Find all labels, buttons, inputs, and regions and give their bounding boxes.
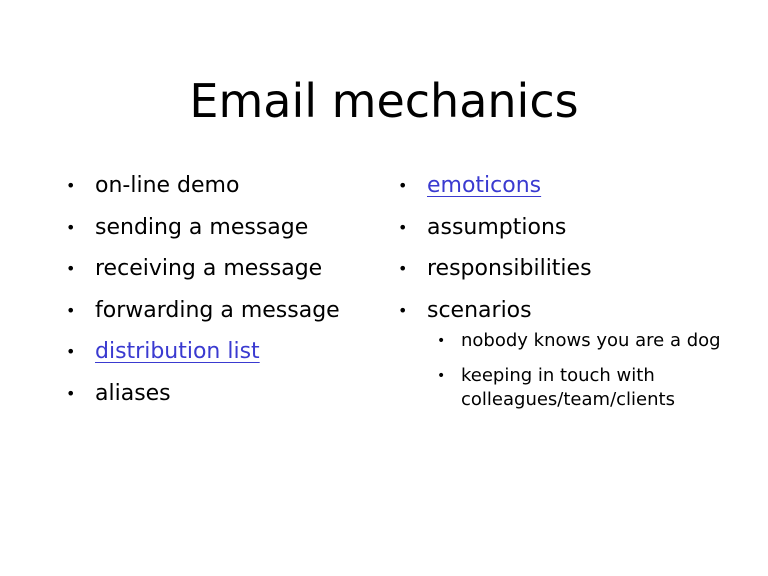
list-item-responsibilities — [398, 253, 738, 295]
bullet-icon: • — [66, 217, 76, 237]
bullet-icon: • — [66, 176, 76, 195]
list-item-label: aliases — [95, 380, 171, 406]
list-item-aliases — [66, 378, 386, 420]
list-item-assumptions — [398, 212, 738, 254]
scenarios-sub-list — [434, 329, 738, 412]
bullet-icon: • — [66, 300, 76, 320]
sub-list-item-keeping-in-touch — [434, 364, 721, 412]
bullet-icon: • — [398, 217, 408, 237]
right-bullet-list — [398, 170, 738, 423]
bullet-icon: • — [398, 259, 408, 278]
sub-list-item-label: keeping in touch with colleagues/team/clients — [461, 365, 675, 410]
list-item-online-demo — [66, 170, 386, 212]
bullet-icon: • — [66, 342, 76, 361]
list-item-label: receiving a message — [95, 256, 323, 281]
bullet-icon: • — [398, 176, 408, 195]
sub-list-item-nobody-knows — [434, 329, 721, 353]
bullet-icon: • — [66, 383, 76, 403]
list-item-label: forwarding a message — [95, 297, 340, 323]
list-item-label: assumptions — [427, 214, 567, 240]
bullet-icon: • — [398, 300, 408, 320]
list-item-label: responsibilities — [427, 256, 592, 281]
bullet-icon: • — [437, 333, 446, 349]
left-bullet-list — [66, 170, 386, 419]
bullet-icon: • — [437, 368, 446, 384]
list-item-label: on-line demo — [95, 173, 240, 198]
list-item-distribution-list — [66, 336, 386, 378]
list-item-label: scenarios — [427, 297, 532, 323]
sub-list-item-label: nobody knows you are a dog — [461, 330, 721, 351]
distribution-list-link[interactable]: distribution list — [95, 339, 260, 364]
list-item-emoticons — [398, 170, 738, 212]
list-item-forwarding — [66, 295, 386, 337]
emoticons-link[interactable]: emoticons — [427, 173, 542, 198]
slide-title: Email mechanics — [189, 74, 579, 128]
list-item-label: sending a message — [95, 214, 309, 240]
bullet-icon: • — [66, 259, 76, 278]
list-item-sending — [66, 212, 386, 254]
list-item-receiving — [66, 253, 386, 295]
